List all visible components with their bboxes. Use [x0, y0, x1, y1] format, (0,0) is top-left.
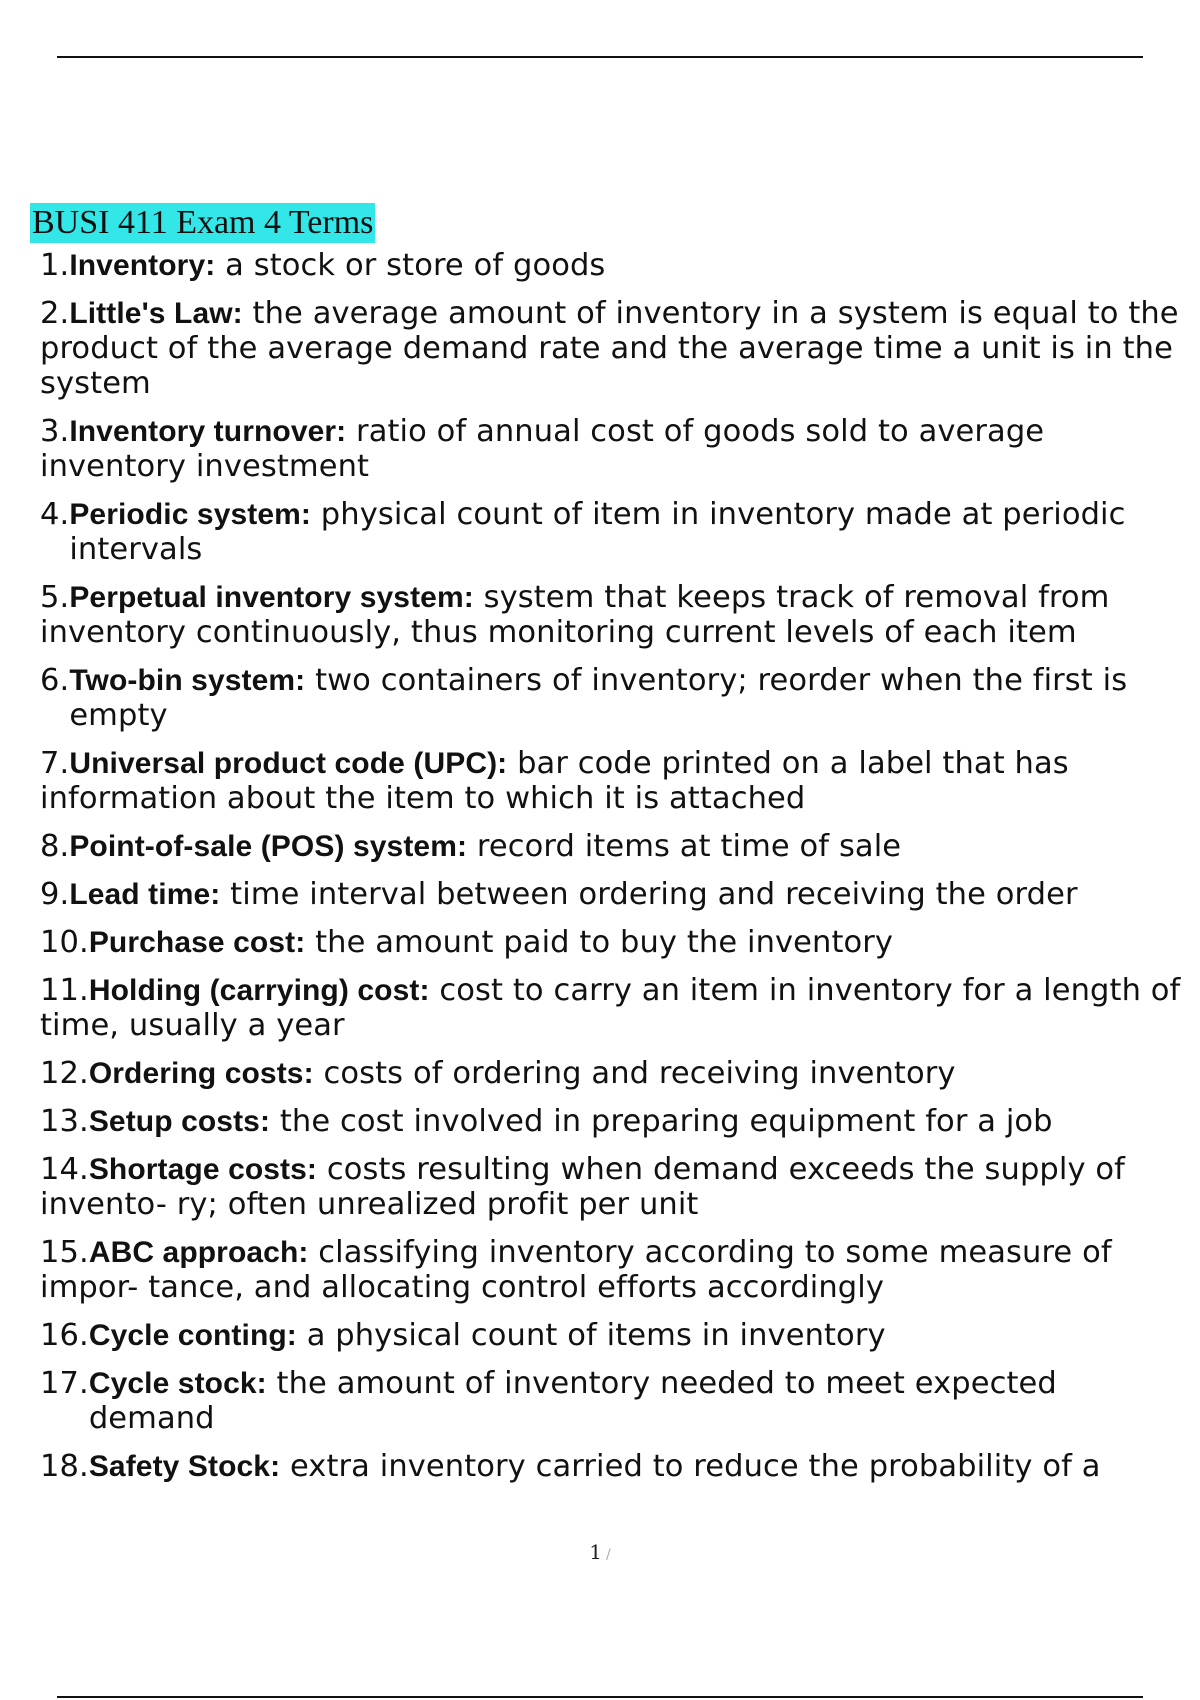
- term-name: Cycle conting:: [88, 1319, 297, 1352]
- term-name: Shortage costs:: [88, 1153, 318, 1186]
- term-definition: classifying inventory according to some measure of impor- tance, and allocating control efforts accordingly: [40, 1235, 1112, 1305]
- term-number: 8.: [40, 829, 70, 864]
- term-item-7: [40, 746, 1190, 816]
- term-item-10: [40, 925, 1190, 960]
- term-name: Ordering costs:: [88, 1057, 314, 1090]
- term-number: 11.: [40, 973, 89, 1008]
- term-number: 10.: [40, 925, 89, 960]
- term-number: 14.: [40, 1152, 89, 1187]
- term-item-13: [40, 1104, 1190, 1139]
- term-number: 16.: [40, 1318, 89, 1353]
- term-definition: a physical count of items in inventory: [296, 1318, 886, 1353]
- term-name: Cycle stock:: [88, 1367, 267, 1400]
- page-number: [0, 1540, 1200, 1564]
- term-definition: cost to carry an item in inventory for a length of time, usually a year: [40, 973, 1181, 1043]
- term-definition: time interval between ordering and receiving the order: [220, 877, 1078, 912]
- term-name: Perpetual inventory system:: [69, 581, 474, 614]
- term-definition: the average amount of inventory in a system is equal to the product of the average demand rate and the average time a unit is in the system: [40, 296, 1179, 401]
- term-definition: costs of ordering and receiving inventory: [313, 1056, 956, 1091]
- top-rule: [57, 56, 1143, 58]
- term-name: Two-bin system:: [69, 664, 306, 697]
- term-number: 15.: [40, 1235, 89, 1270]
- term-definition: the cost involved in preparing equipment for a job: [270, 1104, 1053, 1139]
- term-name: Setup costs:: [88, 1105, 271, 1138]
- term-item-18: [40, 1449, 1190, 1484]
- term-definition: two containers of inventory; reorder when the first is empty: [69, 663, 1128, 733]
- term-item-12: [40, 1056, 1190, 1091]
- term-item-5: [40, 580, 1190, 650]
- term-item-1: [40, 248, 1190, 283]
- page-number-suffix: /: [606, 1547, 611, 1563]
- term-name: Purchase cost:: [88, 926, 306, 959]
- term-name: Little's Law:: [69, 297, 243, 330]
- term-number: 13.: [40, 1104, 89, 1139]
- term-definition: the amount of inventory needed to meet expected demand: [88, 1366, 1057, 1436]
- term-name: Holding (carrying) cost:: [88, 974, 430, 1007]
- term-number: 17.: [40, 1366, 89, 1401]
- term-number: 3.: [40, 414, 70, 449]
- term-definition: extra inventory carried to reduce the probability of a: [280, 1449, 1101, 1484]
- term-definition: physical count of item in inventory made at periodic intervals: [69, 497, 1126, 567]
- term-item-4: [40, 497, 1190, 567]
- term-number: 12.: [40, 1056, 89, 1091]
- term-item-8: [40, 829, 1190, 864]
- term-name: Periodic system:: [69, 498, 312, 531]
- term-definition: system that keeps track of removal from inventory continuously, thus monitoring current levels of each item: [40, 580, 1110, 650]
- term-number: 2.: [40, 296, 70, 331]
- bottom-rule: [57, 1696, 1143, 1698]
- term-name: Universal product code (UPC):: [69, 747, 508, 780]
- term-definition: a stock or store of goods: [215, 248, 606, 283]
- term-definition: ratio of annual cost of goods sold to average inventory investment: [40, 414, 1045, 484]
- term-item-3: [40, 414, 1190, 484]
- term-item-16: [40, 1318, 1190, 1353]
- term-name: Lead time:: [69, 878, 221, 911]
- term-number: 1.: [40, 248, 70, 283]
- term-number: 18.: [40, 1449, 89, 1484]
- term-number: 5.: [40, 580, 70, 615]
- term-item-2: [40, 296, 1190, 401]
- term-name: Safety Stock:: [88, 1450, 281, 1483]
- page-number-value: 1: [589, 1540, 602, 1564]
- terms-list: [40, 248, 1190, 1497]
- term-item-9: [40, 877, 1190, 912]
- term-definition: costs resulting when demand exceeds the supply of invento- ry; often unrealized profit per unit: [40, 1152, 1126, 1222]
- term-item-14: [40, 1152, 1190, 1222]
- term-number: 7.: [40, 746, 70, 781]
- term-definition: bar code printed on a label that has information about the item to which it is attached: [40, 746, 1069, 816]
- term-number: 4.: [40, 497, 70, 532]
- term-item-6: [40, 663, 1190, 733]
- term-definition: record items at time of sale: [467, 829, 902, 864]
- term-name: ABC approach:: [88, 1236, 309, 1269]
- term-item-11: [40, 973, 1190, 1043]
- term-name: Inventory:: [69, 249, 216, 282]
- document-title: BUSI 411 Exam 4 Terms: [32, 204, 374, 241]
- term-name: Inventory turnover:: [69, 415, 347, 448]
- term-item-15: [40, 1235, 1190, 1305]
- term-definition: the amount paid to buy the inventory: [305, 925, 894, 960]
- term-item-17: [40, 1366, 1190, 1436]
- term-number: 6.: [40, 663, 70, 698]
- term-number: 9.: [40, 877, 70, 912]
- term-name: Point-of-sale (POS) system:: [69, 830, 468, 863]
